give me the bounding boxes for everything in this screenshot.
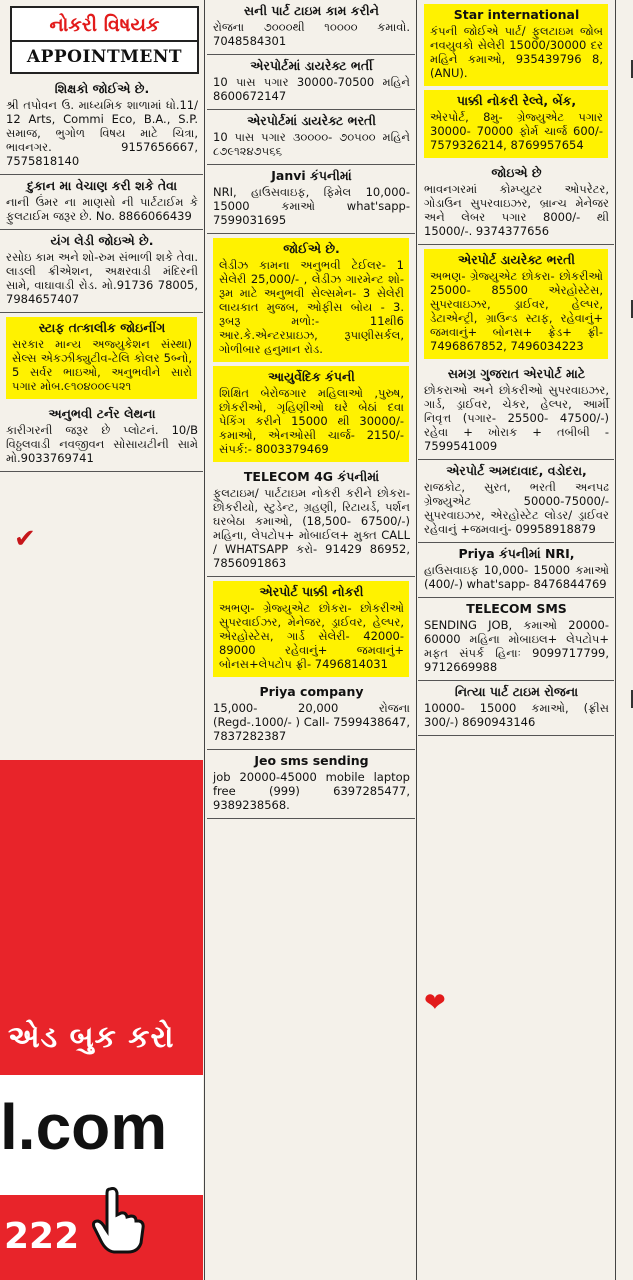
ad-body: ફુલટાઇમ/ પાર્ટટાઇમ નોકરી કરીને છોકરા- છોકરીયો, સ્ટુડેન્ટ, ગ્રહણી, રિટાયર્ડ, પર્શન ઘરબેઠા કમાઓ, (18,500- 67500/-) મહિના, લેપટોપ+ મોબાઈલ+ મુક્ત CALL / WHATSAPP કરો- 91429 86952, 7856091863 xyxy=(213,486,410,570)
ad-heading: આયુર્વેદિક કંપની xyxy=(268,369,355,384)
promo-domain: l.com xyxy=(0,1091,168,1163)
ad-heading: સની પાર્ટ ટાઇમ કામ કરીને xyxy=(244,3,379,18)
ad-body: NRI, હાઉસવાઇફ, ફિમેલ 10,000- 15000 કમાઓ what'sapp- 7599031695 xyxy=(213,185,410,227)
ad-body: 15,000- 20,000 રોજના (Regd-.1000/- ) Call- 7599438647, 7837282387 xyxy=(213,701,410,743)
ad-heading: જોઇએ છે xyxy=(491,165,542,180)
classified-ad xyxy=(424,90,608,158)
ad-body: હાઉસવાઇફ 10,000- 15000 કમાઓ (400/-) what'sapp- 8476844769 xyxy=(424,563,609,591)
classified-ad xyxy=(424,249,608,359)
classified-ad xyxy=(0,403,203,472)
classified-ad xyxy=(424,4,608,86)
ad-body: 10 પાસ પગાર ૩૦૦૦૦- ૭૦૫૦૦ મહિને ૮૭૯૧૨૪૭૫૬૬ xyxy=(213,130,410,158)
ad-heading: શિક્ષકો જોઈએ છે. xyxy=(54,81,150,96)
classified-ad xyxy=(418,460,614,543)
ad-heading: TELECOM 4G કંપનીમાં xyxy=(243,469,380,484)
col1-ads xyxy=(0,78,203,472)
classified-ad xyxy=(207,0,415,55)
column-divider xyxy=(615,0,616,1280)
ad-heading: એરપોર્ટ પાક્કી નોકરી xyxy=(259,584,364,599)
ad-body: અભણ- ગ્રેજ્યુએટ છોકરા- છોકરીઓ 25000- 85500 એરહોસ્ટેસ, સુપરવાઇઝર, ડ્રાઈવર, હેલ્પર, ડેટાએન્ટ્રી, ગ્રાઉન્ડ સ્ટાફ, રહેવાનું+ જમવાનું+ બોનસ+ ફ્રેડ+ ફ્રી- 7496867852, 7496034223 xyxy=(430,269,603,353)
ad-body: SENDING JOB, કમાઓ 20000-60000 મહિના મોબાઇલ+ લેપટોપ+ મફત સંપર્ક હિનાઃ 9099717799, 9712669988 xyxy=(424,618,609,674)
ad-heading: યંગ લેડી જોઇએ છે. xyxy=(50,233,154,248)
classified-ad xyxy=(418,162,614,245)
section-title-english: APPOINTMENT xyxy=(26,47,183,67)
column-2 xyxy=(207,0,415,1280)
ad-body: નાની ઉંમર ના માણસો ની પાર્ટટાઈમ કે ફુલટાઈમ જરૂર છે. No. 8866066439 xyxy=(6,195,198,223)
classified-ad xyxy=(6,317,197,399)
ad-heading: એરપોર્ટ અમદાવાદ, વડોદરા, xyxy=(446,463,587,478)
ad-heading: જોઈએ છે. xyxy=(283,241,340,256)
ad-body: અભણ- ગ્રેજ્યુએટ છોકરા- છોકરીઓ સુપરવાઈઝર, મેનેજર, ડ્રાઈવર, હેલ્પર, એરહોસ્ટેસ, ગાર્ડ સેલેરી- 42000- 89000 રહેવાનું+ જમવાનું+ બોનસ+લેપટોપ ફ્રી- 7496814031 xyxy=(219,601,404,671)
classified-ad xyxy=(418,543,614,598)
section-title-gujarati: નોકરી વિષયક xyxy=(12,8,197,42)
ad-heading: Priya કંપનીમાં NRI, xyxy=(458,546,575,561)
ad-body: ભાવનગરમાં કોમ્પ્યુટર ઓપરેટર, ગોડાઉન સુપરવાઇઝર, બ્રાન્ચ મેનેજર અને લેબર પગાર 8000/- થી 15000/-. 9374377656 xyxy=(424,182,609,238)
column-4-cut xyxy=(617,0,633,1280)
classified-ad xyxy=(0,175,203,230)
classified-ad xyxy=(0,230,203,313)
ad-heading: પાક્કી નોકરી રેલ્વે, બેંક, xyxy=(456,93,577,108)
column-3 xyxy=(418,0,614,1280)
heart-icon: ❤ xyxy=(424,988,446,1018)
section-header xyxy=(10,6,199,74)
column-divider xyxy=(416,0,417,1280)
ad-heading: Priya company xyxy=(259,684,364,699)
classified-ad xyxy=(418,681,614,736)
ad-heading: એરપોર્ટમાં ડાયરેક્ટ ભરતી xyxy=(247,113,376,128)
checkmark-icon: ✔ xyxy=(14,524,36,554)
classified-ad xyxy=(207,55,415,110)
classified-ad xyxy=(207,750,415,819)
classified-ad xyxy=(213,238,409,362)
ad-body: રાજકોટ, સુરત, ભરતી અનપઢ ગ્રેજ્યુએટ 50000-75000/- સુપરવાઇઝર, એરહોસ્ટેટ લોડર/ ડ્રાઈવર રહેવાનું +જમવાનું- 09958918879 xyxy=(424,480,609,536)
classified-ad xyxy=(207,165,415,234)
ad-heading: એરપોર્ટ ડાયરેક્ટ ભરતી xyxy=(458,252,575,267)
promo-phone: 222 xyxy=(4,1216,80,1257)
classified-ad xyxy=(213,581,409,677)
ad-body: 10000- 15000 કમાઓ, (ફ્રીસ 300/-) 8690943146 xyxy=(424,701,609,729)
ad-body: કારીગરની જરૂર છે પ્લોટનં. 10/B વિઠ્ઠલવાડી નવજીવન સોસાયટીની સામે મો.9033769741 xyxy=(6,423,198,465)
ad-body: રસોઇ કામ અને શો-રુમ સંભાળી શકે તેવા. લાડલી ક્રીએશન, અક્ષરવાડી મંદિરની સામે, વાઘાવાડી રોડ. મો.91736 78005, 7984657407 xyxy=(6,250,198,306)
classified-ad xyxy=(207,466,415,577)
hand-pointer-icon xyxy=(88,1185,148,1259)
ad-body: કંપની જોઈએ પાર્ટ/ ફુલટાઇમ જોબ નવયુવકો સેલેરી 15000/30000 દર મહિને કમાઓ, 935439796 8,(ANU). xyxy=(430,24,603,80)
classified-ad xyxy=(207,110,415,165)
ad-heading: અનુભવી ટર્નર લેથના xyxy=(48,406,156,421)
ad-body: સરકાર માન્ય અજ્યુકેશન સંસ્થા) સેલ્સ એકઝીક્યુટીવ-ટેલિ કોલર 5બ્નો, 5 સર્વર ભાઇઓ, અનુભવીને સારો પગાર મોબ.૯૧૦૪૦૦૯૫૨૧ xyxy=(12,337,192,393)
ad-heading: TELECOM SMS xyxy=(466,601,567,616)
ad-body: job 20000-45000 mobile laptop free (999) 6397285477, 9389238568. xyxy=(213,770,410,812)
classified-ad xyxy=(0,78,203,175)
classified-ad xyxy=(418,598,614,681)
ad-body: શ્રી તપોવન ઉ. માધ્યમિક શાળામાં ધો.11/ 12 Arts, Commi Eco, B.A., S.P. સમાજ, ભુગોળ વિષય માટે ચિત્રા, ભાવનગર. 9157656667, 7575818140 xyxy=(6,98,198,168)
ad-body: શિક્ષિત બેરોજગાર મહિલાઓ ,પુરુષ, છોકરીઓ, ગૃહિણીઓ ઘરે બેઠાં દવા પેકિંગ કરીને 15000 થી 30000/- કમાઓ, એનઓસી ચાર્જ- 2150/- સંપર્ક:- 8003379469 xyxy=(219,386,404,456)
ad-heading: સ્ટાફ તત્કાલીક જોઇનીંગ xyxy=(38,320,166,335)
ad-heading: સમગ્ર ગુજરાત એરપોર્ટ માટે xyxy=(447,366,586,381)
ad-heading: Janvi કંપનીમાં xyxy=(271,168,352,183)
classified-ad xyxy=(418,363,614,460)
classified-ad xyxy=(213,366,409,462)
ad-heading: નિત્યા પાર્ટ ટાઇમ રોજના xyxy=(454,684,579,699)
ad-body: લેડીઝ કામના અનુભવી ટેઈલર- 1 સેલેરી 25,000/- , લેડીઝ ગારમેન્ટ શો-રૂમ માટે અનુભવી સેલ્સમેન- 3 સેલેરી લાયકાત મુજબ, ઓફીસ બોય - 3. રૂબરૂ મળો:- 11થી6 આર.કે.એન્ટરપ્રાઇઝ, રૂપાણીસર્કલ, ગોળીબાર હનુમાન રોડ. xyxy=(219,258,404,356)
classified-ad xyxy=(207,681,415,750)
ad-heading: Star international xyxy=(453,7,580,22)
book-ad-text: એડ બુક કરો xyxy=(8,1020,175,1055)
ad-heading: એરપોર્ટમાં ડાયરેક્ટ ભર્તી xyxy=(250,58,373,73)
ad-body: છોકરાઓ અને છોકરીઓ સુપરવાઇઝર, ગાર્ડ, ડ્રાઈવર, ચેકર, હેલ્પર, આર્મી નિવૃત્ત (પગાર- 25500- 47500/-) રહેવા + ખોરાક + તબીબી - 7599541009 xyxy=(424,383,609,453)
column-divider xyxy=(204,0,205,1280)
ad-heading: દુકાન મા વેચાણ કરી શકે તેવા xyxy=(26,178,178,193)
ad-heading: Jeo sms sending xyxy=(254,753,369,768)
ad-body: રોજના ૭૦૦૦થી ૧૦૦૦૦ કમાવો. 7048584301 xyxy=(213,20,410,48)
ad-body: 10 પાસ પગાર 30000-70500 મહિને 8600672147 xyxy=(213,75,410,103)
ad-body: એરપોર્ટ, 8મુ- ગ્રેજ્યુએટ પગાર 30000- 70000 ફોર્મ ચાર્જ 600/- 7579326214, 8769957654 xyxy=(430,110,603,152)
